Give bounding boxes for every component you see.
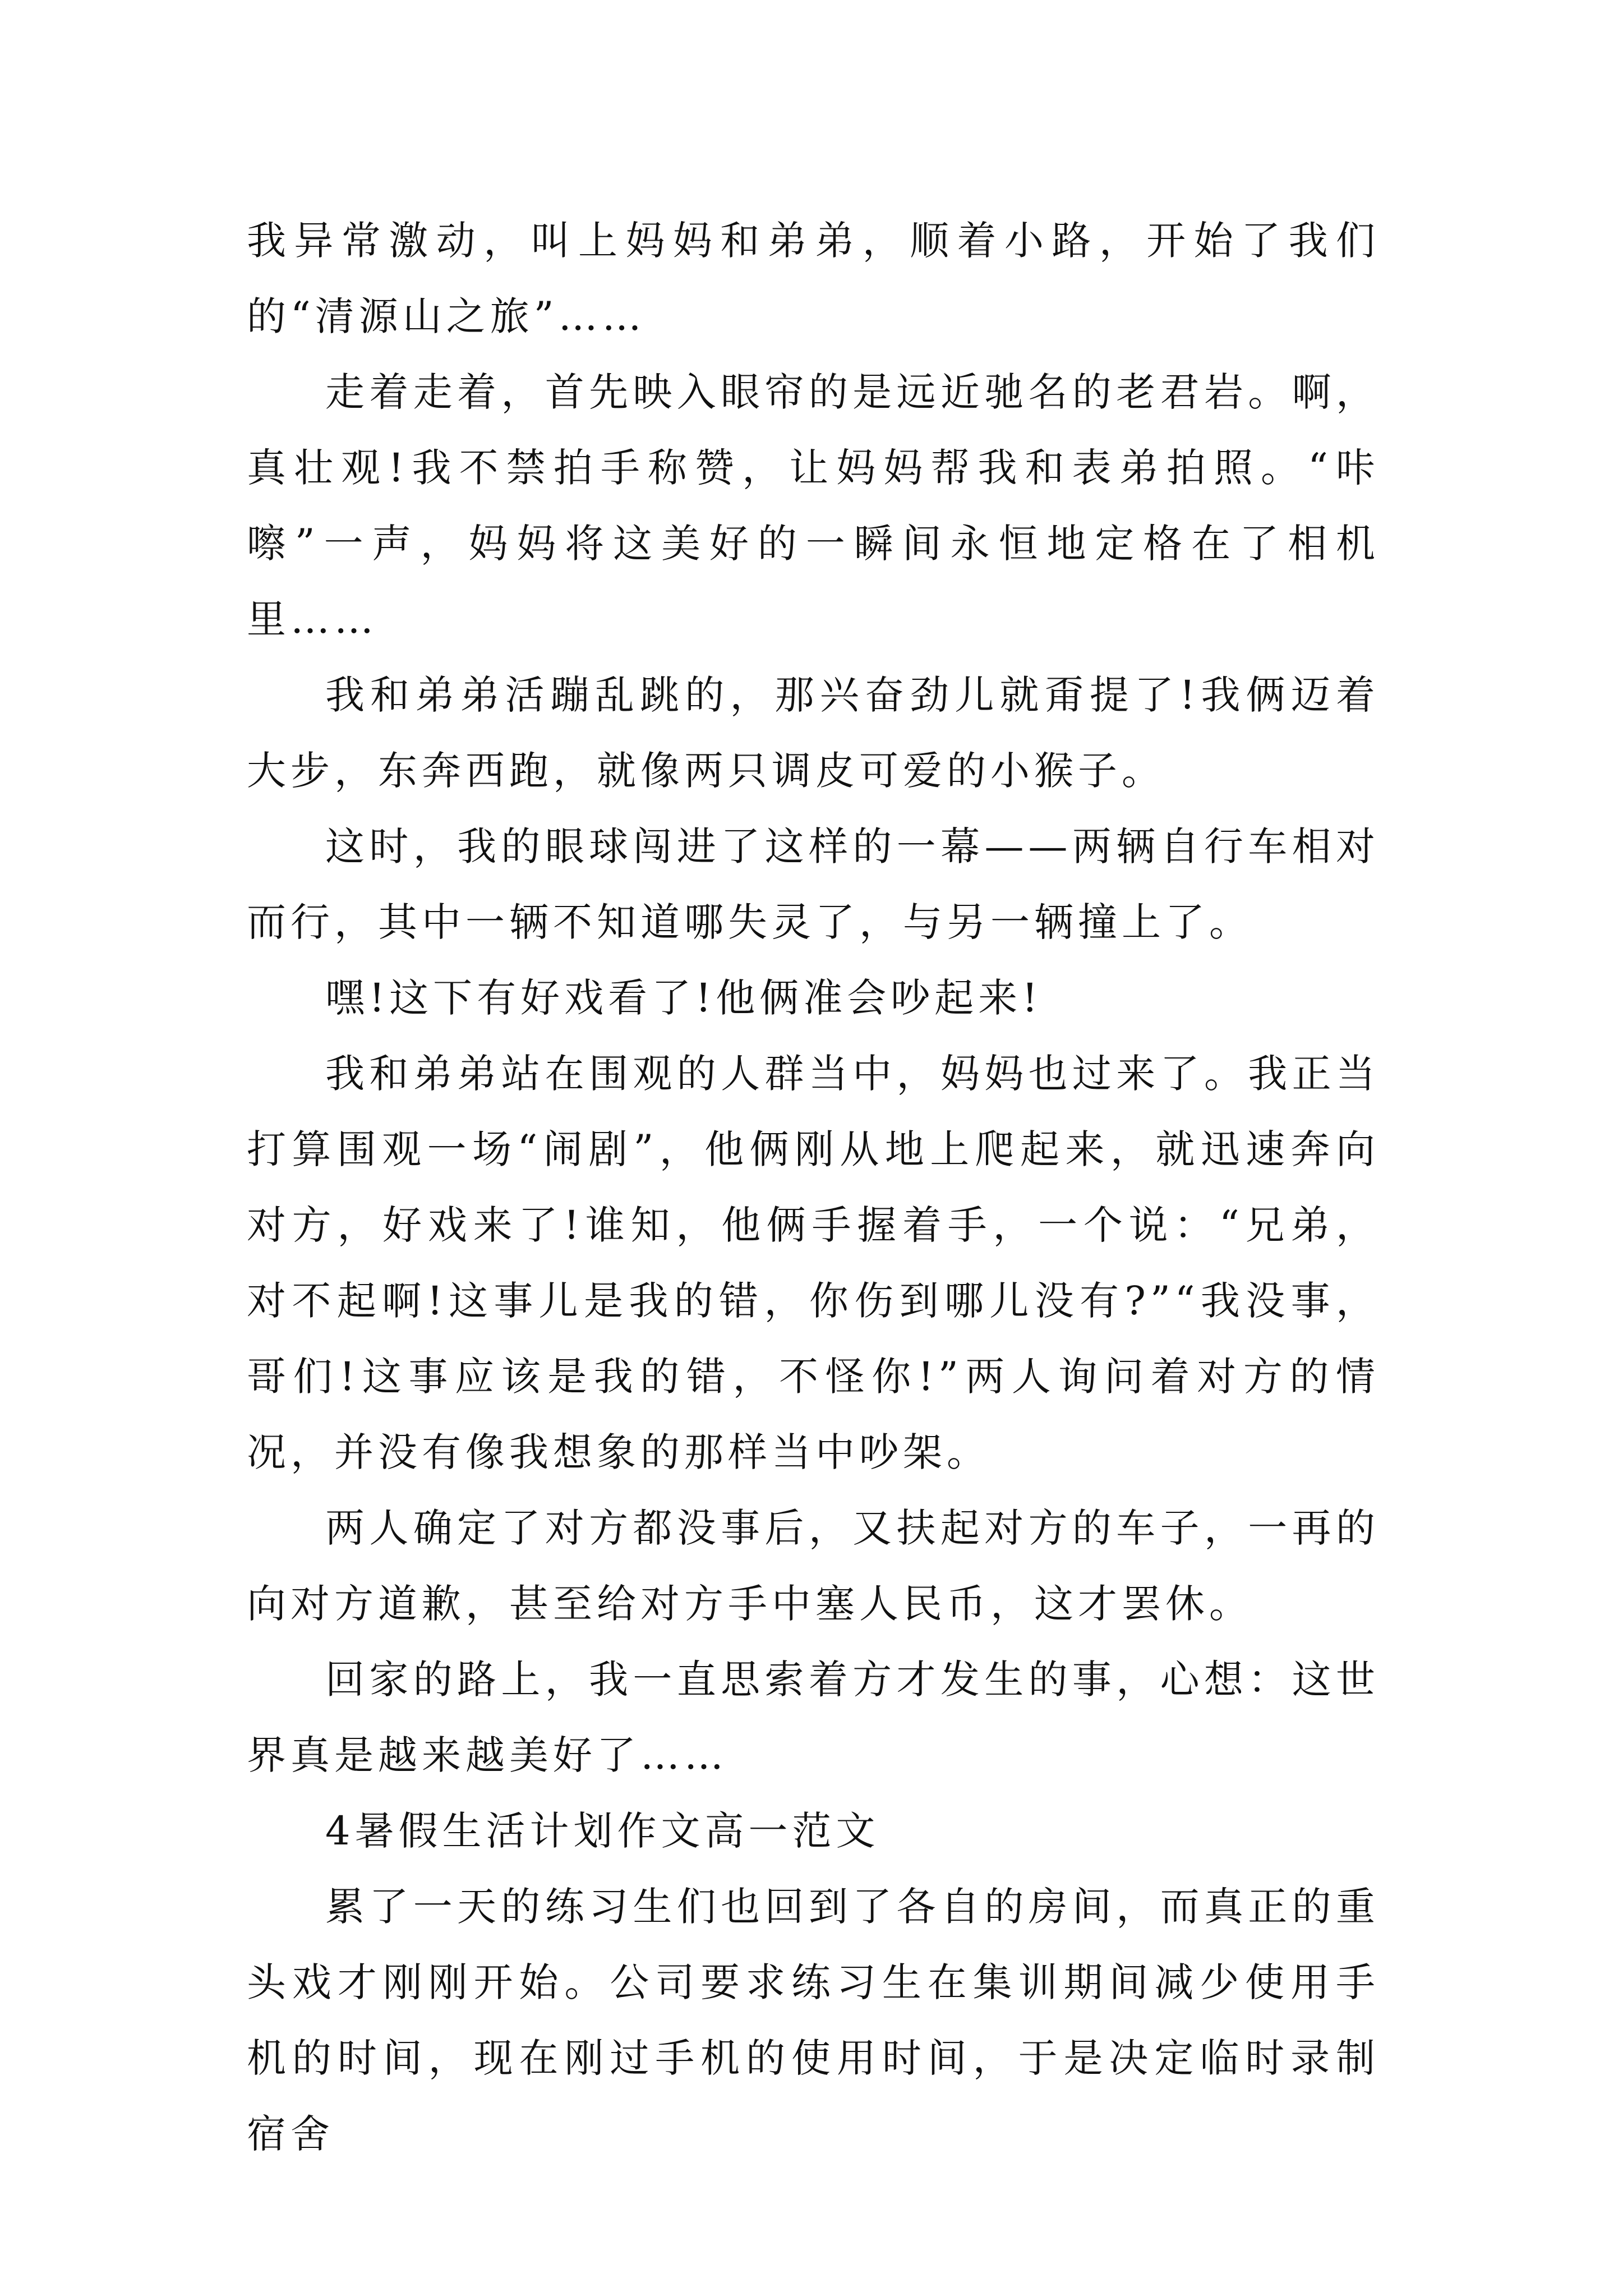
paragraph: 我和弟弟活蹦乱跳的，那兴奋劲儿就甭提了!我俩迈着大步，东奔西跑，就像两只调皮可爱的小猴子。 [247, 672, 1380, 794]
section-heading: 4暑假生活计划作文高一范文 [325, 1808, 880, 1854]
paragraph: 走着走着，首先映入眼帘的是远近驰名的老君岩。啊，真壮观!我不禁拍手称赞，让妈妈帮我和表弟拍照。“咔嚓”一声，妈妈将这美好的一瞬间永恒地定格在了相机里…… [247, 369, 1380, 642]
paragraph: 两人确定了对方都没事后，又扶起对方的车子，一再的向对方道歉，甚至给对方手中塞人民币，这才罢休。 [247, 1505, 1380, 1627]
document-body [247, 203, 1380, 2172]
paragraph: 嘿!这下有好戏看了!他俩准会吵起来! [325, 975, 1043, 1021]
paragraph: 累了一天的练习生们也回到了各自的房间，而真正的重头戏才刚刚开始。公司要求练习生在集训期间减少使用手机的时间，现在刚过手机的使用时间，于是决定临时录制宿舍 [247, 1884, 1380, 2157]
paragraph: 我异常激动，叫上妈妈和弟弟，顺着小路，开始了我们的“清源山之旅”…… [247, 218, 1380, 339]
paragraph: 回家的路上，我一直思索着方才发生的事，心想：这世界真是越来越美好了…… [247, 1657, 1380, 1778]
paragraph: 我和弟弟站在围观的人群当中，妈妈也过来了。我正当打算围观一场“闹剧”，他俩刚从地上爬起来，就迅速奔向对方，好戏来了!谁知，他俩手握着手，一个说：“兄弟，对不起啊!这事儿是我的错，你伤到哪儿没有?”“我没事，哥们!这事应该是我的错，不怪你!”两人询问着对方的情况，并没有像我想象的那样当中吵架。 [247, 1051, 1380, 1475]
paragraph: 这时，我的眼球闯进了这样的一幕——两辆自行车相对而行，其中一辆不知道哪失灵了，与另一辆撞上了。 [247, 823, 1380, 945]
